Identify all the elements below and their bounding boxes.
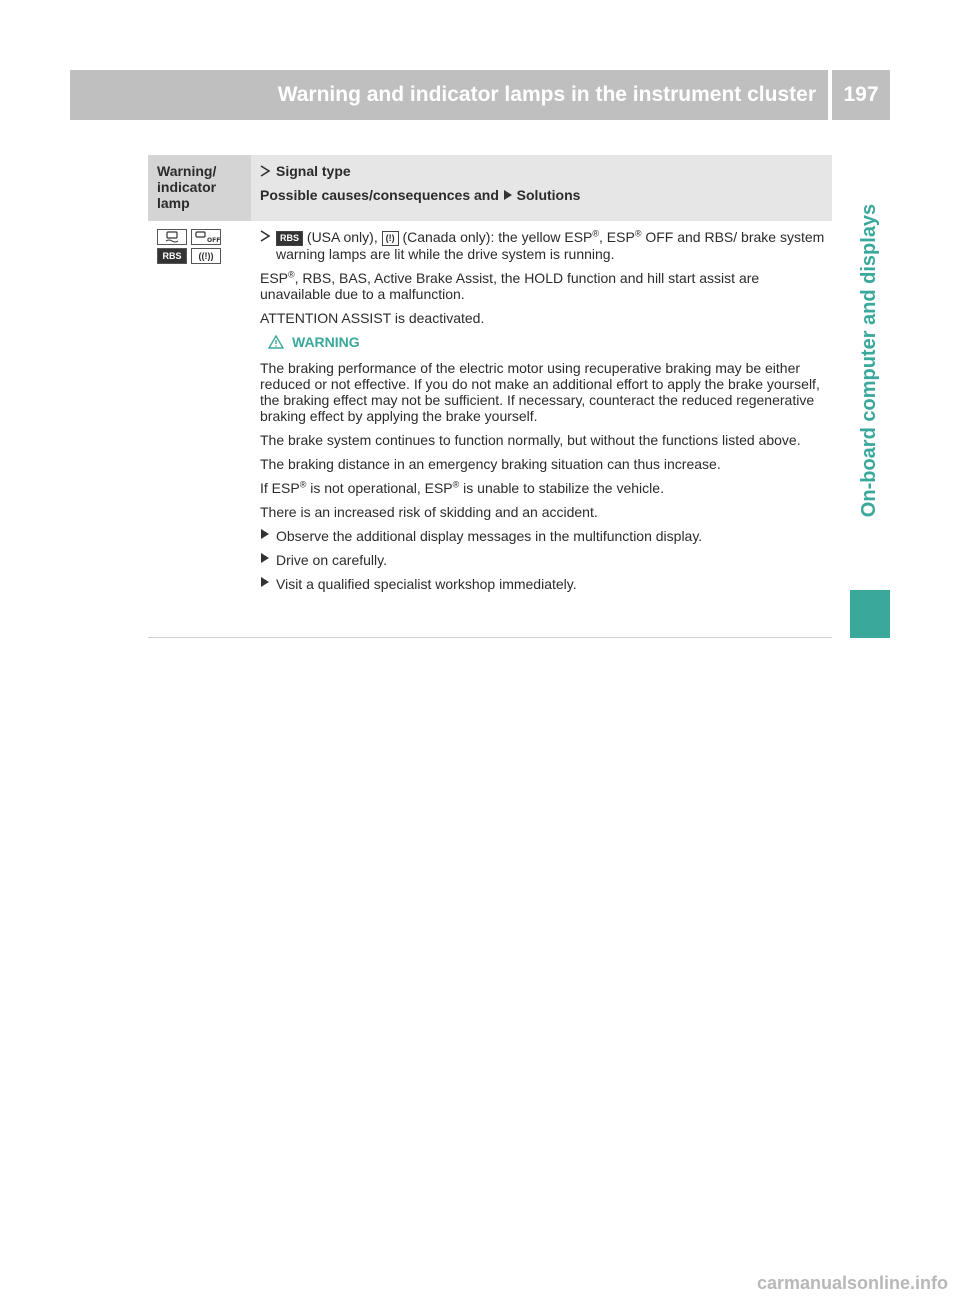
signal-type-icon [260, 230, 270, 242]
warning-triangle-icon [268, 335, 284, 349]
list-item: Drive on carefully. [260, 552, 832, 568]
signal-description: RBS (USA only), (!) (Canada only): the yellow ESP®, ESP® OFF and RBS/ brake system warning lamps are lit while the drive system is running. [260, 229, 832, 262]
section-side-tab [850, 150, 890, 570]
description-column-header: Signal type Possible causes/consequences and Solutions [260, 163, 581, 203]
signal-type-icon [260, 165, 270, 177]
action-arrow-icon [260, 528, 270, 540]
table-header [148, 155, 832, 221]
lamp-column-header: Warning/ indicator lamp [148, 155, 251, 221]
warning-paragraph: If ESP® is not operational, ESP® is unable to stabilize the vehicle. [260, 479, 664, 496]
svg-text:OFF: OFF [207, 237, 221, 244]
esp-lamp-icon [157, 229, 187, 245]
header-title: Warning and indicator lamps in the instrument cluster [277, 83, 816, 106]
rbs-inline-icon: RBS [276, 231, 303, 246]
attention-assist-text: ATTENTION ASSIST is deactivated. [260, 309, 485, 326]
section-marker [850, 590, 890, 638]
esp-unavailable-text: ESP®, RBS, BAS, Active Brake Assist, the HOLD function and hill start assist are unavailable due to a malfunction. [260, 269, 760, 302]
description-cell [251, 229, 832, 600]
brake-inline-icon: (!) [382, 231, 399, 246]
solutions-arrow-icon [503, 189, 513, 201]
warning-paragraph: The brake system continues to function normally, but without the functions listed above. [260, 431, 801, 448]
page-number: 197 [832, 70, 890, 120]
warning-paragraph: The braking performance of the electric motor using recuperative braking may be either reduced or not effective. If you do not make an additional effort to apply the brake yourself, the braking effect may not be sufficient. If necessary, counteract the reduced regenerative braking effect by applying the brake yourself. [260, 359, 820, 424]
action-arrow-icon [260, 576, 270, 588]
warning-lamp-table [148, 155, 832, 600]
brake-warning-lamp-icon: ((!)) [191, 248, 221, 264]
warning-paragraph: There is an increased risk of skidding and an accident. [260, 503, 598, 520]
list-item: Observe the additional display messages in the multifunction display. [260, 528, 832, 544]
warning-paragraph: The braking distance in an emergency braking situation can thus increase. [260, 455, 721, 472]
side-tab-label: On-board computer and displays [858, 203, 881, 517]
esp-off-lamp-icon [191, 229, 221, 245]
table-row [148, 221, 832, 600]
action-arrow-icon [260, 552, 270, 564]
lamp-cell [148, 229, 251, 600]
table-bottom-divider [148, 637, 832, 638]
list-item: Visit a qualified specialist workshop immediately. [260, 576, 832, 592]
page-header [70, 70, 828, 120]
watermark: carmanualsonline.info [756, 1273, 948, 1293]
warning-heading: WARNING [268, 334, 832, 350]
rbs-lamp-icon: RBS [157, 248, 187, 264]
